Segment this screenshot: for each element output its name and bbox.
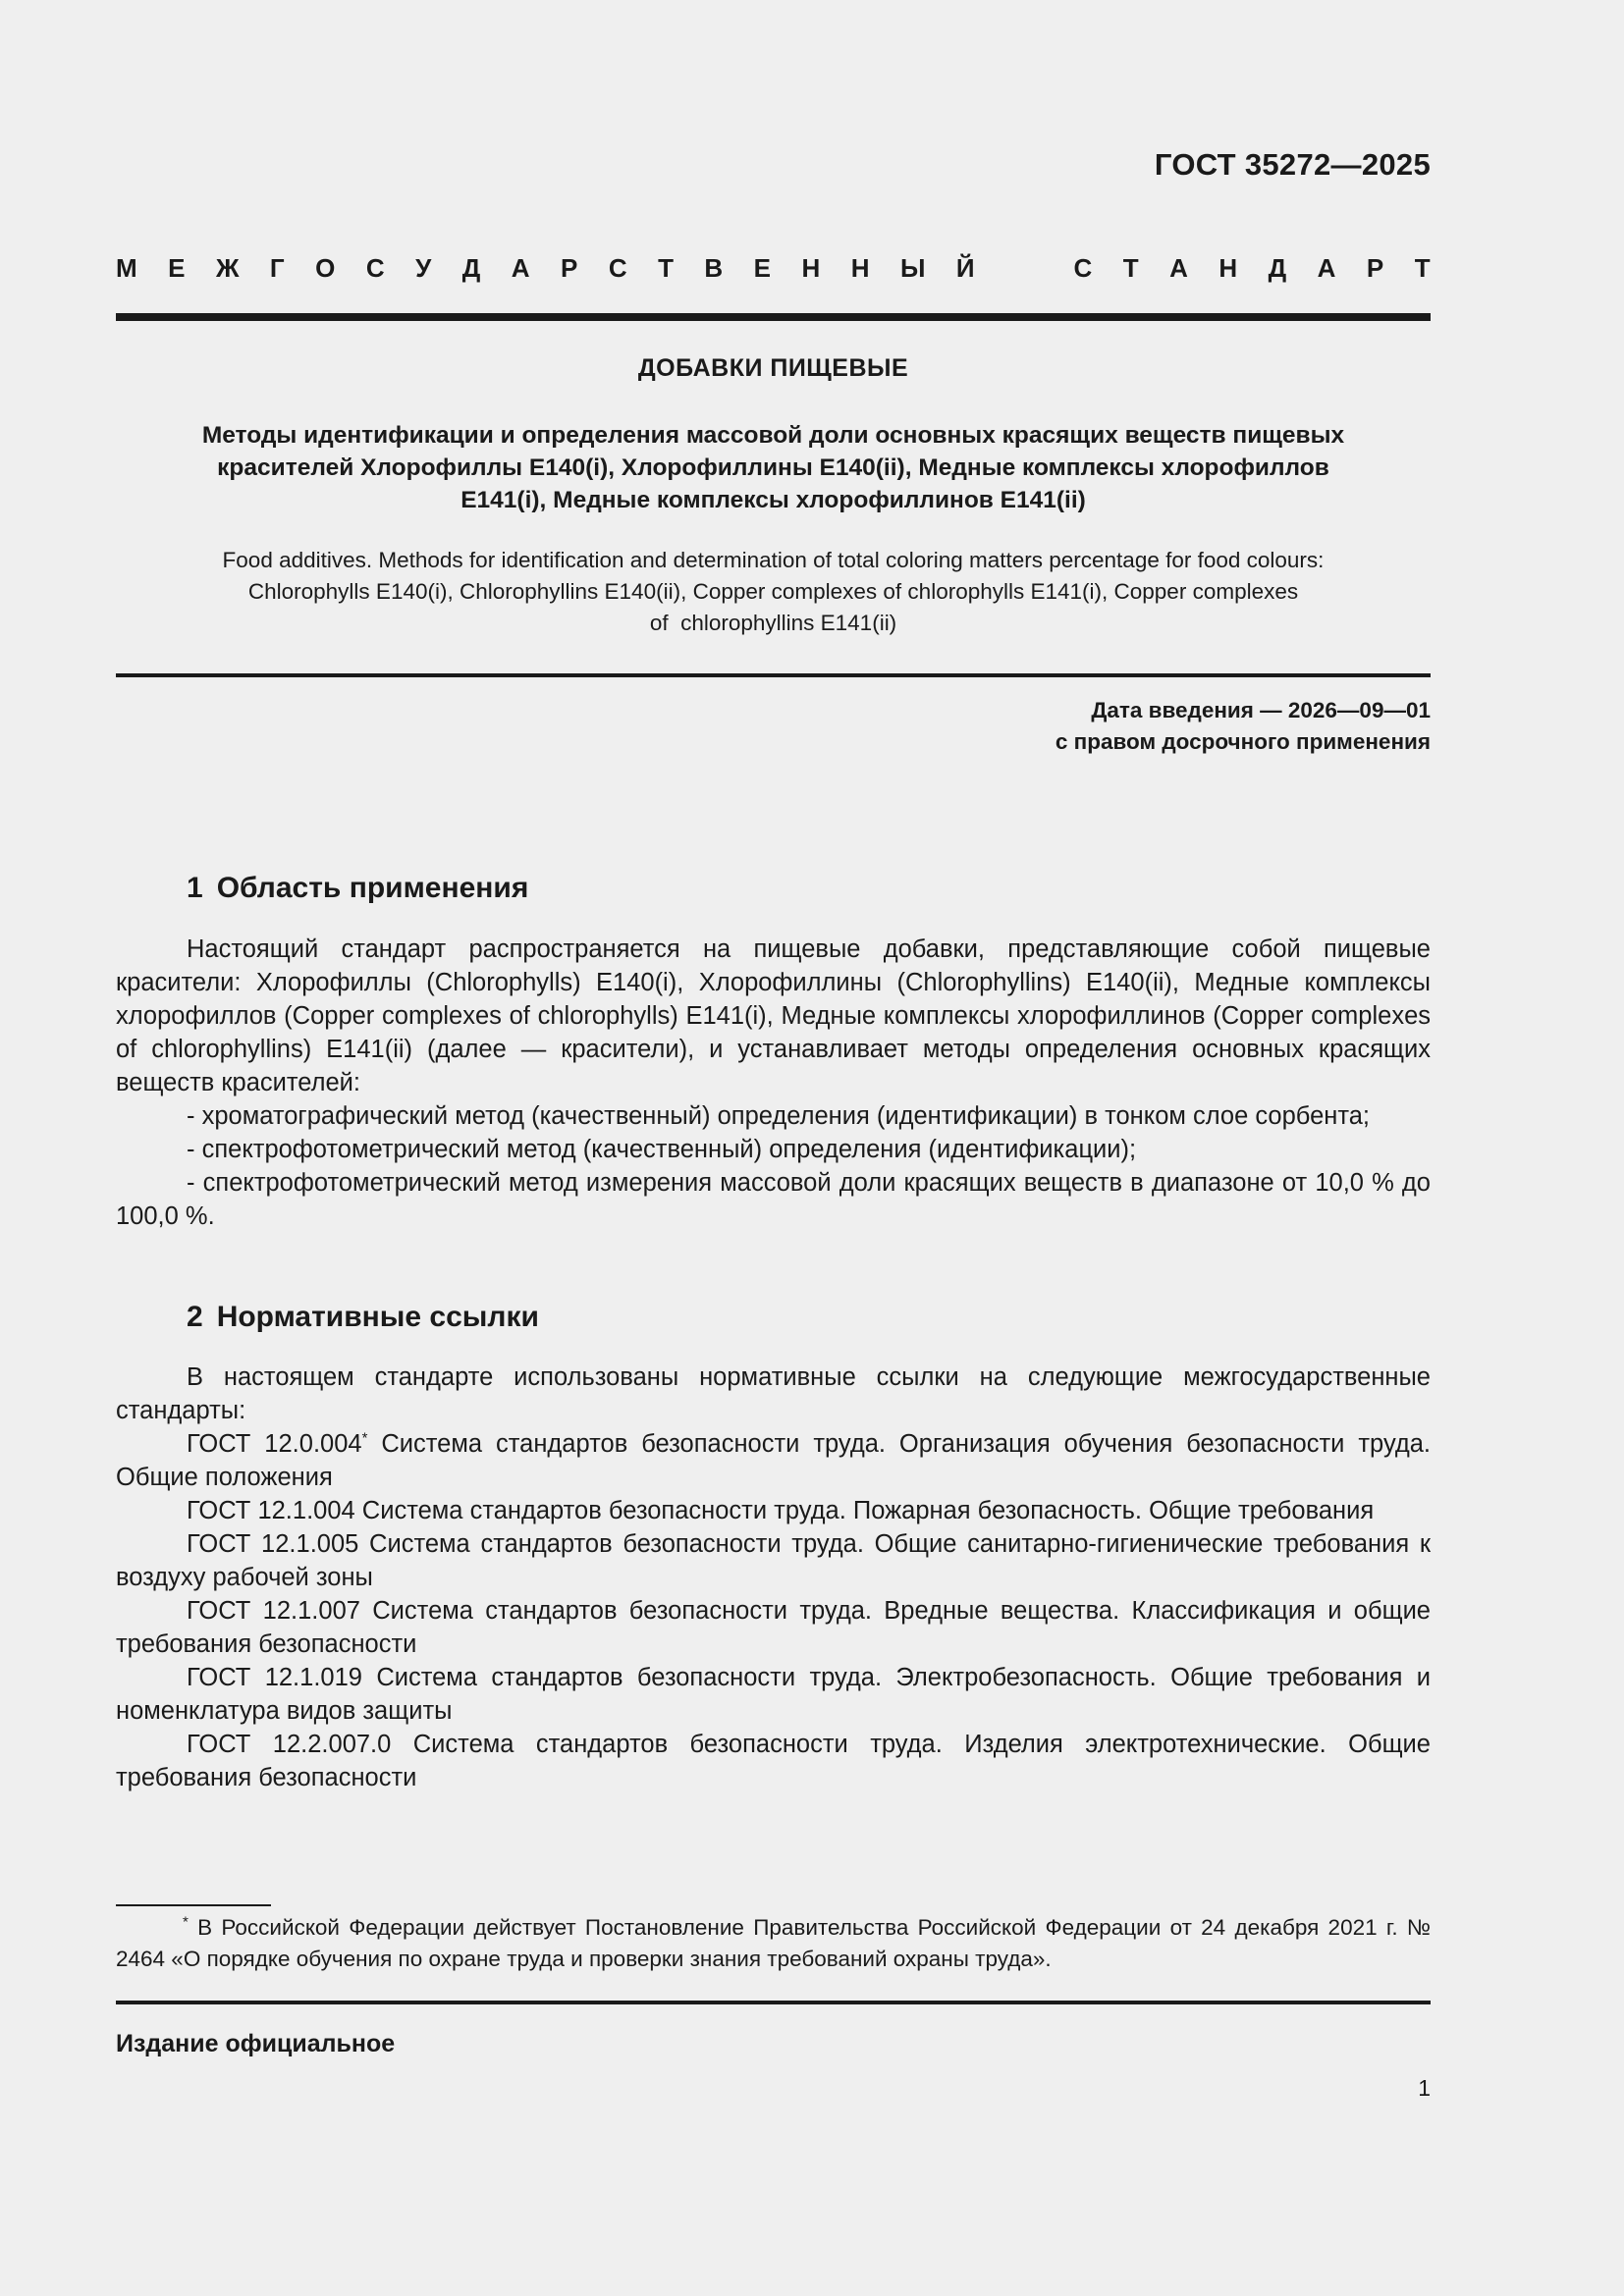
standard-type-letter: Н (850, 253, 870, 283)
standard-type-letter: Г (269, 253, 285, 283)
standard-type-letter: Р (561, 253, 578, 283)
standard-type-letter: Т (1414, 253, 1431, 283)
standard-type-letter: А (1317, 253, 1336, 283)
standard-type-letter: М (116, 253, 137, 283)
header-rule (116, 313, 1431, 321)
introduction-date-line: Дата введения — 2026—09—01 (1091, 698, 1431, 722)
subtitle-line: Методы идентификации и определения массовой доли основных красящих веществ пищевых (201, 422, 1345, 449)
reference-item (116, 1427, 1431, 1494)
footnote (116, 1912, 1431, 1975)
standard-type-letter: Т (1122, 253, 1139, 283)
standard-type-letter: С (1073, 253, 1093, 283)
reference-code: ГОСТ 12.1.007 (187, 1597, 360, 1625)
early-application-note: с правом досрочного применения (1055, 729, 1431, 754)
standard-type-letter: Н (801, 253, 821, 283)
reference-title: Система стандартов безопасности труда. Пожарная безопасность. Общие требования (361, 1497, 1375, 1524)
section-1-body (116, 933, 1431, 1233)
english-title (116, 545, 1431, 639)
reference-title: Система стандартов безопасности труда. Организация обучения безопасности труда. Общие положения (116, 1430, 1431, 1491)
section-2-heading (187, 1301, 539, 1334)
standard-type-letter: О (315, 253, 336, 283)
document-page (116, 0, 1431, 2296)
standard-type-letter: Ж (215, 253, 240, 283)
english-title-line: Chlorophylls E140(i), Chlorophyllins E140(ii), Copper complexes of chlorophylls E141(i), Copper complexes (247, 579, 1299, 604)
document-title: ДОБАВКИ ПИЩЕВЫЕ (637, 354, 909, 382)
reference-item (116, 1527, 1431, 1594)
section-number: 1 (187, 872, 203, 904)
reference-item (116, 1728, 1431, 1794)
standard-type-letter: С (365, 253, 385, 283)
list-item: - спектрофотометрический метод измерения массовой доли красящих веществ в диапазоне от 10,0 % до 100,0 %. (116, 1169, 1431, 1230)
standard-type-letter: Н (1218, 253, 1238, 283)
document-number: ГОСТ 35272—2025 (1154, 147, 1431, 182)
footnote-text (116, 1912, 1431, 1975)
standard-type-letter: Д (1268, 253, 1287, 283)
standard-type-letter: Ы (899, 253, 926, 283)
word-gap (1005, 253, 1043, 284)
footnote-mark: * (361, 1429, 368, 1447)
list-item: - хроматографический метод (качественный) определения (идентификации) в тонком слое сорбента; (187, 1102, 1370, 1130)
standard-type-letter: Р (1366, 253, 1384, 283)
reference-item (116, 1494, 1431, 1527)
paragraph: В настоящем стандарте использованы нормативные ссылки на следующие межгосударственные стандарты: (116, 1363, 1431, 1424)
standard-type-letter: Е (753, 253, 772, 283)
section-title: Нормативные ссылки (216, 1301, 539, 1333)
reference-title: Система стандартов безопасности труда. Изделия электротехнические. Общие требования безопасности (116, 1731, 1431, 1791)
standard-type (116, 253, 1431, 284)
introduction-date (1056, 695, 1431, 758)
standard-type-letter: Й (955, 253, 975, 283)
reference-title: Система стандартов безопасности труда. Электробезопасность. Общие требования и номенклатура видов защиты (116, 1664, 1432, 1725)
section-number: 2 (187, 1301, 203, 1333)
reference-code: ГОСТ 12.0.004 (187, 1430, 362, 1458)
standard-type-letter: С (608, 253, 627, 283)
document-subtitle (116, 419, 1431, 516)
reference-code: ГОСТ 12.1.005 (187, 1530, 359, 1558)
standard-type-letter: Д (461, 253, 481, 283)
english-title-line: of chlorophyllins E141(ii) (649, 611, 897, 635)
section-2-body (116, 1361, 1431, 1794)
reference-item (116, 1594, 1431, 1661)
edition-label: Издание официальное (116, 2030, 396, 2057)
standard-type-letter: Т (658, 253, 674, 283)
footer-rule (116, 2001, 1431, 2004)
section-1-heading (187, 872, 528, 905)
standard-type-letter: А (1169, 253, 1188, 283)
reference-code: ГОСТ 12.1.004 (187, 1497, 355, 1524)
reference-title: Система стандартов безопасности труда. Вредные вещества. Классификация и общие требования безопасности (116, 1597, 1431, 1658)
title-rule (116, 673, 1431, 677)
standard-type-letter: В (704, 253, 724, 283)
page-number: 1 (1418, 2075, 1431, 2101)
standard-type-letter: Е (168, 253, 186, 283)
paragraph: Настоящий стандарт распространяется на пищевые добавки, представляющие собой пищевые красители: Хлорофиллы (Chlorophylls) Е140(i), Хлорофиллины (Chlorophyllins) Е140(ii), Медные комплексы хлорофиллов (Copper complexes of chlorophylls) Е141(i), Медные комплексы хлорофиллинов (Copper complexes of chlorophyllins) Е141(ii) (далее — красители), и устанавливает методы определения основных красящих веществ красителей: (116, 935, 1431, 1096)
footnote-mark: * (183, 1913, 189, 1931)
reference-code: ГОСТ 12.1.019 (187, 1664, 362, 1691)
reference-title: Система стандартов безопасности труда. Общие санитарно-гигиенические требования к воздуху рабочей зоны (116, 1530, 1432, 1591)
subtitle-line: красителей Хлорофиллы Е140(i), Хлорофиллины Е140(ii), Медные комплексы хлорофиллов (217, 454, 1329, 481)
standard-type-letter: У (415, 253, 432, 283)
reference-code: ГОСТ 12.2.007.0 (187, 1731, 392, 1758)
footnote-separator (116, 1904, 271, 1906)
subtitle-line: Е141(i), Медные комплексы хлорофиллинов Е141(ii) (460, 487, 1086, 513)
footnote-body: В Российской Федерации действует Постановление Правительства Российской Федерации от 24 декабря 2021 г. № 2464 «О порядке обучения по охране труда и проверки знания требований охраны труда». (116, 1915, 1431, 1971)
reference-item (116, 1661, 1431, 1728)
list-item: - спектрофотометрический метод (качественный) определения (идентификации); (187, 1136, 1137, 1163)
standard-type-letter: А (511, 253, 530, 283)
english-title-line: Food additives. Methods for identification and determination of total coloring matters percentage for food colours: (222, 548, 1325, 572)
section-title: Область применения (216, 872, 529, 904)
